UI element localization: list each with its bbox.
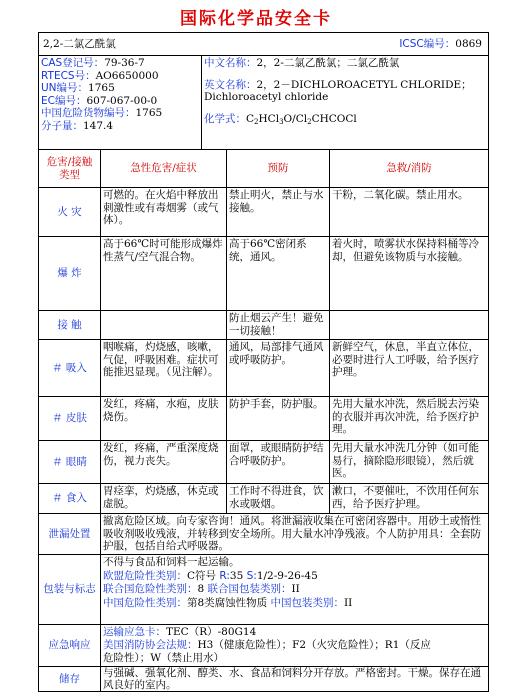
hazard-type: ＃ 眼睛 [39,441,101,483]
chemical-name: 2,2-二氯乙酰氯 [43,38,116,50]
hazard-firstaid: 先用大量水冲洗几分钟（如可能易行，摘除隐形眼镜），然后就医。 [332,442,479,479]
hazard-symptom: 可燃的。在火焰中释放出刺激性或有毒烟雾（或气体）。 [101,188,227,236]
hazard-prevention: 通风，局部排气通风或呼吸防护。 [227,340,330,396]
hazard-prevention: 禁止明火，禁止与水接触。 [227,188,330,236]
hazard-row-explosion [39,237,488,311]
cn-classification: 中国危险性类别：第8类腐蚀性物质 中国包装类别：II [103,596,353,609]
symptom-header: 急性危害/症状 [101,150,227,187]
emergency-label: 应急响应 [39,625,101,666]
packaging-text [101,555,488,624]
storage-text: 与强碱、强氧化剂、醇类、水、食品和饲料分开存放。严格密封。干燥。保存在通风良好的室内。 [103,667,481,691]
hazard-row-eyes [39,441,488,484]
hazard-prevention: 高于66℃密闭系统，通风。 [227,237,330,310]
eu-classification: 欧盟危险性类别：C符号 R:35 S:1/2-9-26-45 [103,569,318,582]
english-name: 英文名称：2，2－DICHLOROACETYL CHLORIDE； [204,78,472,91]
hazard-prevention: 防护手套，防护服。 [227,397,330,440]
chemical-names [202,56,488,149]
spill-row [39,514,488,555]
hazard-symptom: 高于66℃时可能形成爆炸性蒸气/空气混合物。 [101,237,227,310]
hazard-firstaid: 新鲜空气，休息，半直立体位，必要时进行人工呼吸，给予医疗护理。 [332,341,479,378]
identifiers [39,56,202,149]
packaging-label: 包装与标志 [39,555,101,624]
un-number: UN编号：1765 [41,82,115,94]
emergency-text [101,625,488,666]
nfpa-code: 美国消防协会法规：H3（健康危险性）；F2（火灾危险性）；R1（反应 [103,639,431,651]
hazard-type: ＃ 吸入 [39,340,101,396]
un-classification: 联合国危险性类别：8 联合国包装类别：II [103,583,300,595]
rtecs-number: RTECS号：AO6650000 [41,69,159,82]
hazard-row-ingestion [39,484,488,514]
english-name-line2: Dichloroacetyl chloride [204,91,329,103]
nfpa-code-line2: 危险性）；W（禁止用水） [103,652,225,664]
card-title: 国际化学品安全卡 [180,9,332,29]
type-header: 危害/接触 类型 [39,150,101,187]
hazard-symptom: 咽喉痛，灼烧感，咳嗽，气促，呼吸困难。症状可能推迟显现。（见注解）。 [101,340,227,396]
hazard-firstaid [330,311,488,339]
hazard-row-fire [39,188,488,237]
hazard-firstaid: 干粉，二氧化碳。禁止用水。 [332,189,469,201]
hazard-symptom: 胃痉挛，灼烧感，休克或虚脱。 [101,484,227,513]
prevention-header: 预防 [227,150,330,187]
name-row [39,33,488,56]
hazard-type: 接 触 [39,311,101,339]
firstaid-header: 急救/消防 [386,162,432,175]
icsc-number: ICSC编号：0869 [399,38,482,50]
spill-text: 撤离危险区域。向专家咨询！通风。将泄漏液收集在可密闭容器中。用砂土或惰性吸收剂吸收残液，并转移到安全场所。用大量水冲净残液。个人防护用具：全套防护服，包括自给式呼吸器。 [103,515,481,552]
safety-card [38,32,489,692]
transport-emergency-card: 运输应急卡：TEC（R）-80G14 [103,626,257,638]
hazard-row-contact [39,311,488,340]
hazard-row-inhalation [39,340,488,397]
hazard-row-skin [39,397,488,441]
hazard-prevention: 面罩，或眼睛防护结合呼吸防护。 [227,441,330,483]
hazard-symptom: 发红，疼痛，水疱，皮肤烧伤。 [101,397,227,440]
hazard-type: ＃ 皮肤 [39,397,101,440]
packaging-row [39,555,488,625]
chemical-formula: 化学式：$C_2HCl_3O/Cl_2CHCOCl$ [204,112,357,126]
cas-number: CAS登记号：79-36-7 [41,57,145,69]
storage-row [39,667,488,691]
hazard-prevention: 工作时不得进食，饮水或吸烟。 [227,484,330,513]
hazard-firstaid: 着火时，喷雾状水保持料桶等冷却，但避免该物质与水接触。 [332,238,479,263]
hazard-type: 爆 炸 [39,237,101,310]
hazard-type: ＃ 食入 [39,484,101,513]
hazard-symptom [101,311,227,339]
spill-label: 泄漏处置 [39,514,101,554]
storage-label: 储存 [39,667,101,691]
packaging-transport-note: 不得与食品和饲料一起运输。 [103,556,240,568]
hazard-header-row [39,150,488,188]
cn-dangerous-goods-number: 中国危险货物编号：1765 [41,107,163,119]
ec-number: EC编号：607-067-00-0 [41,94,158,107]
emergency-row [39,625,488,667]
hazard-prevention: 防止烟云产生！避免一切接触！ [227,311,330,339]
hazard-symptom: 发红，疼痛，严重深度烧伤，视力丧失。 [101,441,227,483]
identifier-row [39,56,488,150]
molecular-weight: 分子量：147.4 [41,119,114,132]
chinese-name: 中文名称：2，2-二氯乙酰氯；二氯乙酰氯 [204,57,400,69]
hazard-firstaid: 漱口，不要催吐，不饮用任何东西，给予医疗护理。 [332,485,479,510]
hazard-type: 火 灾 [39,188,101,236]
hazard-firstaid: 先用大量水冲洗，然后脱去污染的衣服并再次冲洗，给予医疗护理。 [332,398,479,435]
